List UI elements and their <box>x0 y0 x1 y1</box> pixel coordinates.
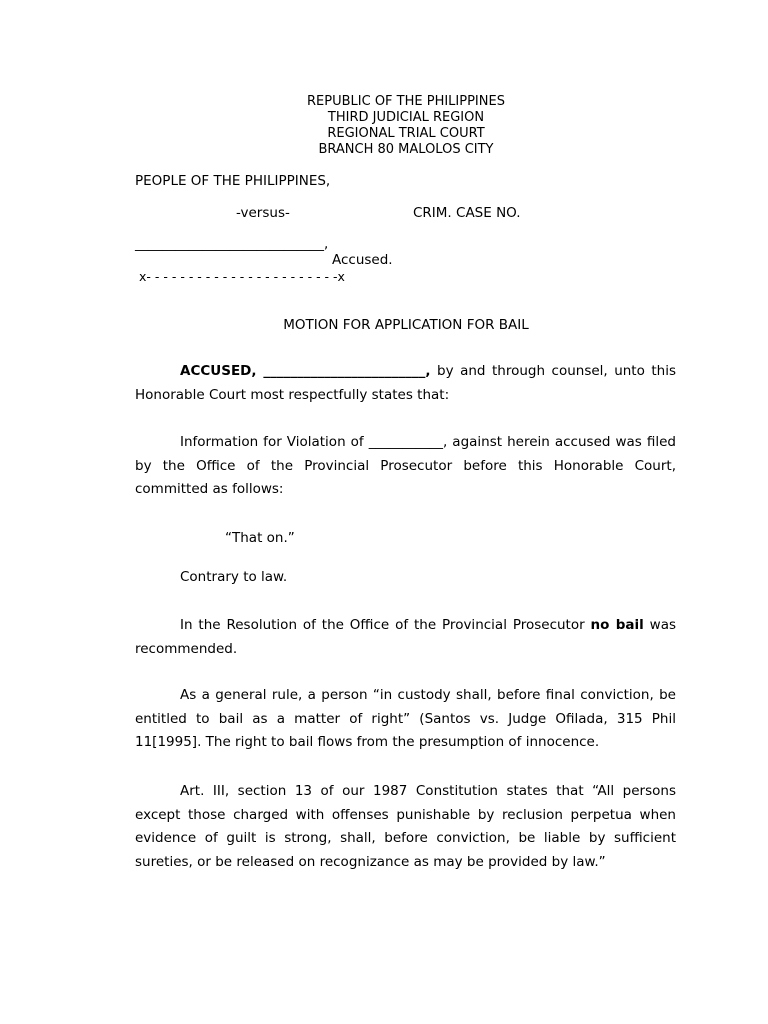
resolution-text-a: In the Resolution of the Office of the Provincial Prosecutor <box>180 617 591 633</box>
accused-name-blank: ____________________________, <box>135 236 329 252</box>
header-region: THIRD JUDICIAL REGION <box>327 110 485 125</box>
information-quote: “That on.” <box>225 530 295 546</box>
paragraph-general-rule: As a general rule, a person “in custody shall, before final conviction, be entitled to bail as a matter of right” (Santos vs. Judge Ofilada, 315 Phil 11[1995]. The right to bail flows from the presumption of innocence. <box>135 687 676 750</box>
caption-separator: x- - - - - - - - - - - - - - - - - - - - - - -x <box>139 269 345 284</box>
accused-name-field: ACCUSED, ________________________, <box>180 363 431 379</box>
header-court: REGIONAL TRIAL COURT <box>327 126 485 141</box>
no-bail-emphasis: no bail <box>590 617 644 633</box>
header-republic: REPUBLIC OF THE PHILIPPINES <box>307 94 505 109</box>
accused-label: Accused. <box>332 252 393 268</box>
header-branch: BRANCH 80 MALOLOS CITY <box>318 142 494 157</box>
paragraph-information: Information for Violation of ___________, against herein accused was filed by the Office of the Provincial Prosecutor before this Honorable Court, committed as follows: <box>135 434 676 497</box>
paragraph-accused-text: by and through counsel, unto this Honorable Court most respectfully states that: <box>135 363 676 403</box>
motion-title: MOTION FOR APPLICATION FOR BAIL <box>283 317 529 333</box>
paragraph-accused <box>135 360 676 407</box>
plaintiff-name: PEOPLE OF THE PHILIPPINES, <box>135 173 331 189</box>
paragraph-contrary: Contrary to law. <box>180 569 288 585</box>
paragraph-constitution: Art. III, section 13 of our 1987 Constitution states that “All persons except those charged with offenses punishable by reclusion perpetua when evidence of guilt is strong, shall, before conviction, be liable by sufficient sureties, or be released on recognizance as may be provided by law.” <box>135 783 676 870</box>
resolution-text-b: was recommended. <box>135 617 676 657</box>
case-number-label: CRIM. CASE NO. <box>413 205 521 221</box>
versus-label: -versus- <box>236 205 290 221</box>
paragraph-resolution <box>135 614 676 661</box>
